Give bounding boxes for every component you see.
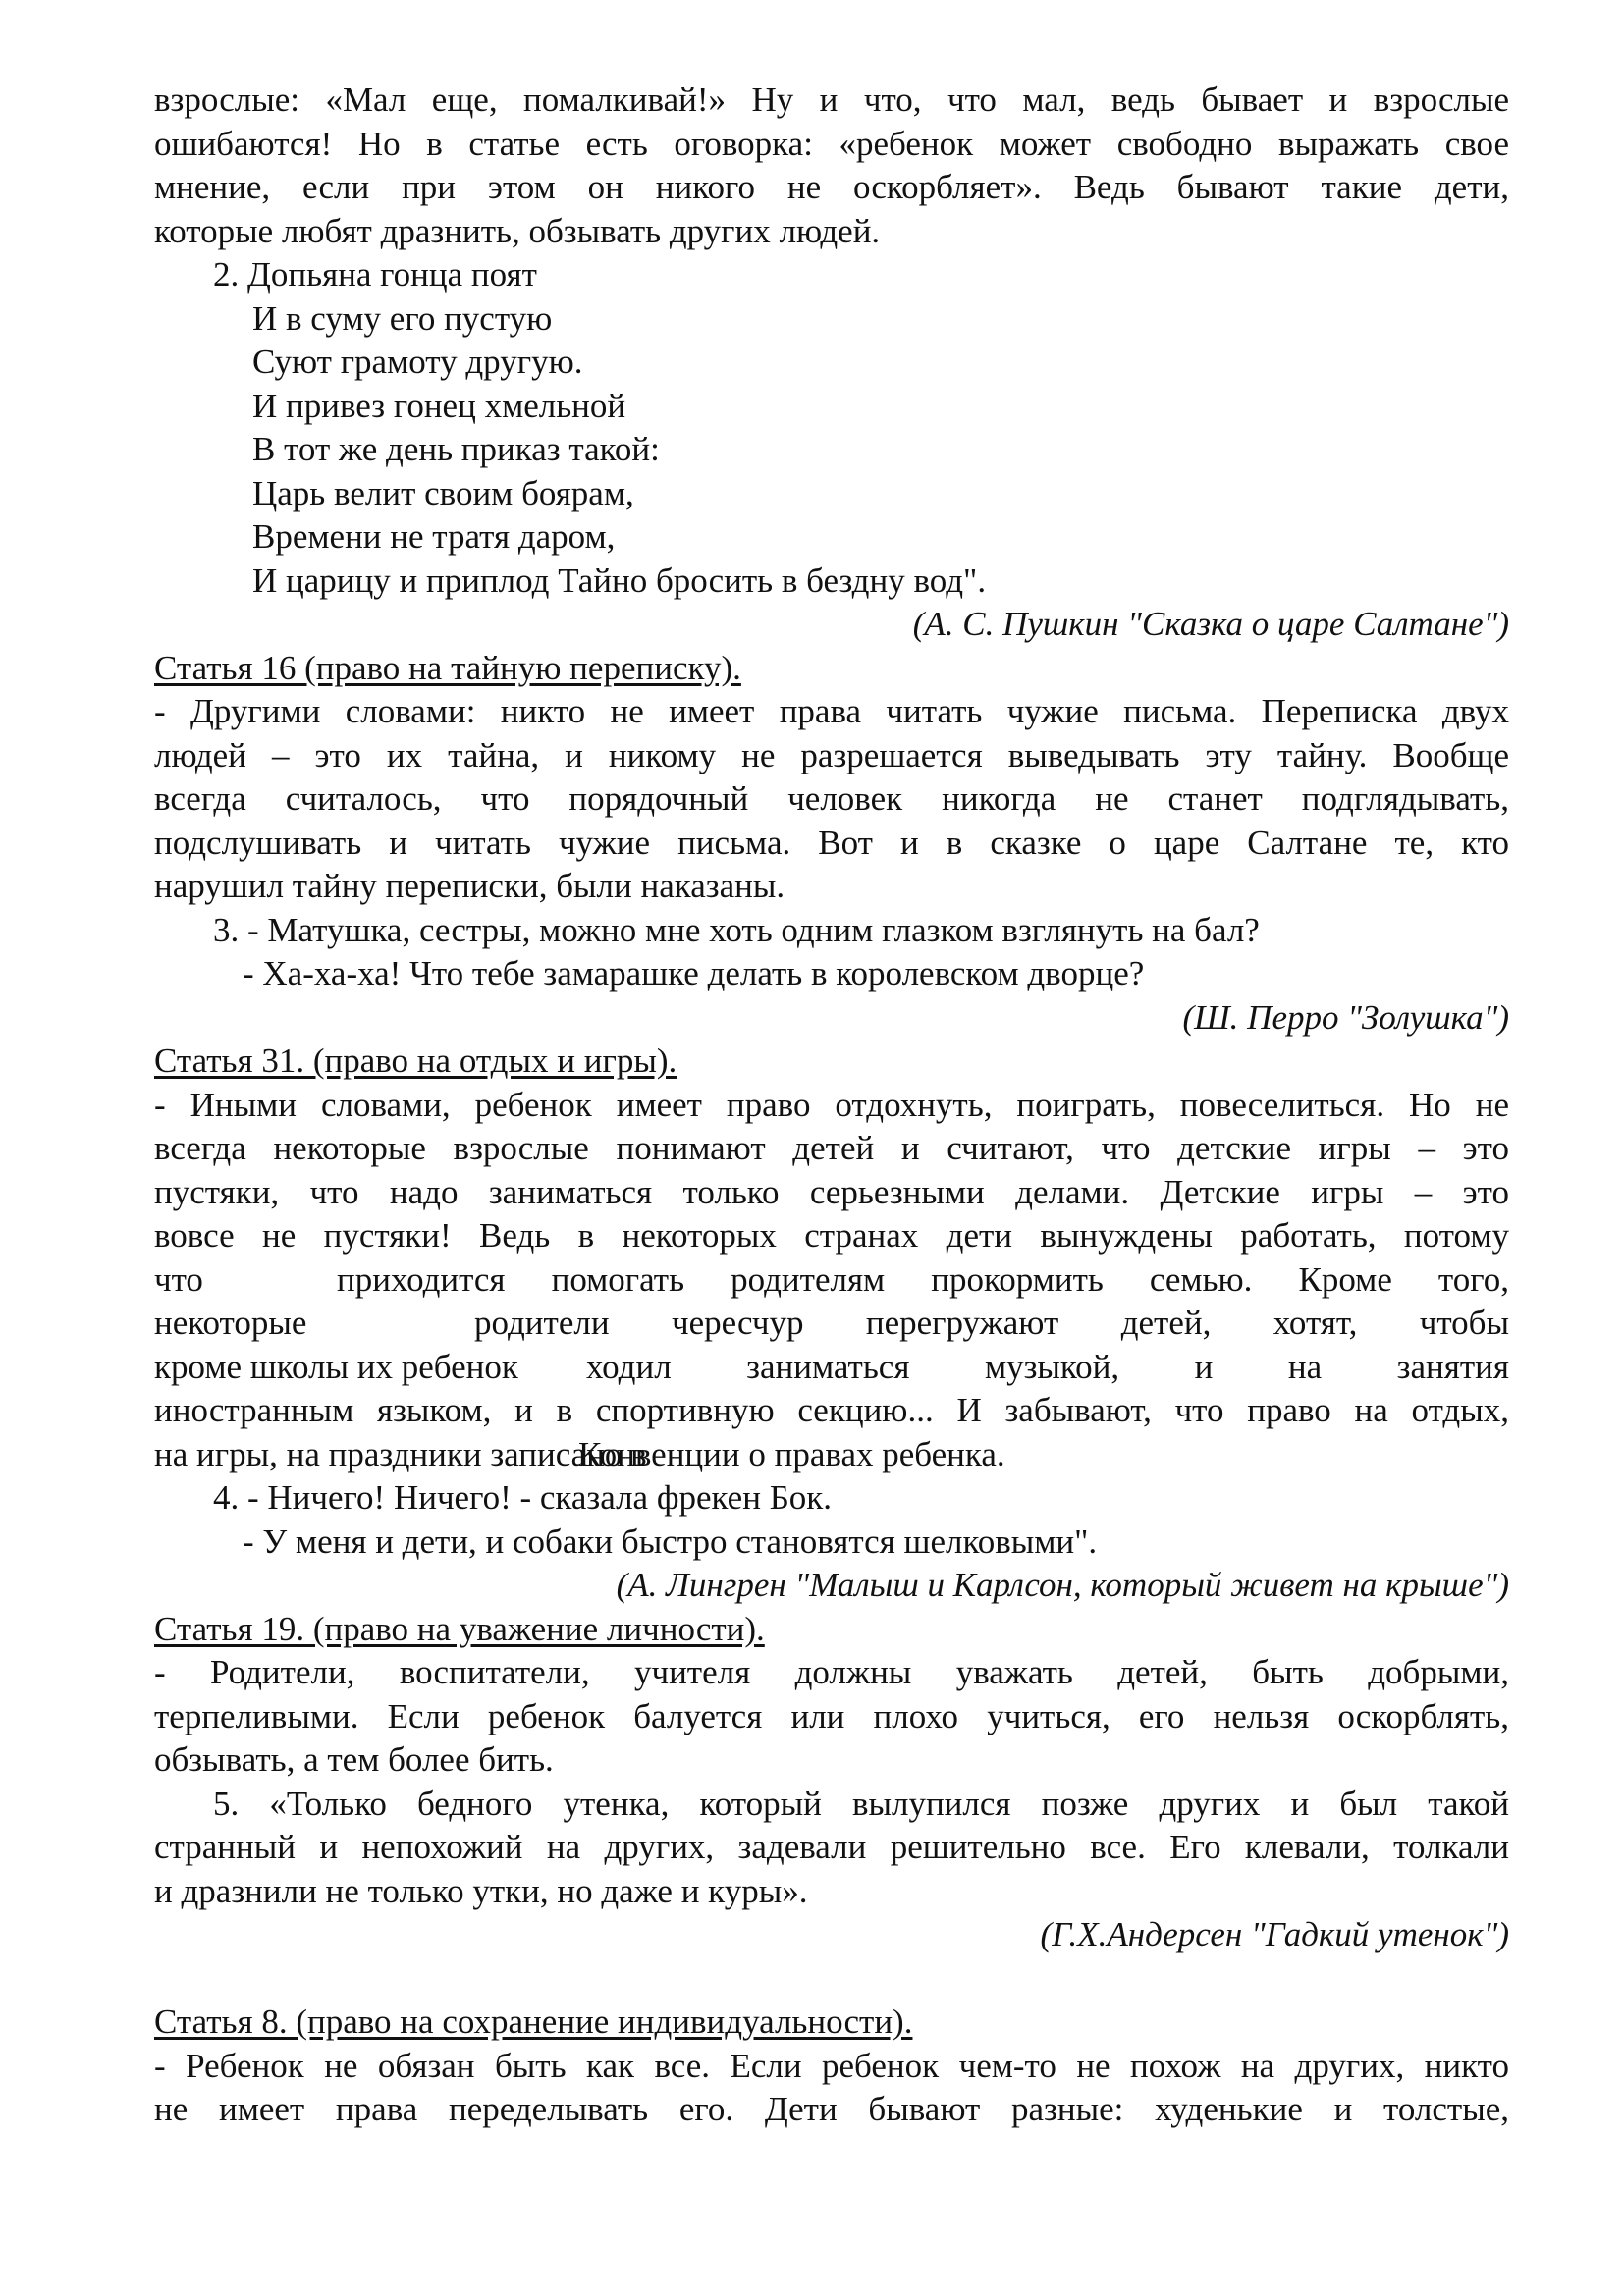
quote-4-line: - У меня и дети, и собаки быстро становятся шелковыми". — [243, 1522, 1098, 1561]
text-line — [154, 1258, 1509, 1303]
article-16-text — [154, 690, 1509, 909]
text-line: терпеливыми. Если ребенок балуется или плохо учиться, его нельзя оскорблять, — [154, 1696, 1509, 1735]
quote-3-line: 3. - Матушка, сестры, можно мне хоть одним глазком взглянуть на бал? — [213, 910, 1260, 949]
verse-line: Суют грамоту другую. — [252, 343, 583, 381]
verse-line: Царь велит своим боярам, — [252, 473, 634, 512]
verse-line: Времени не тратя даром, — [252, 517, 616, 556]
text-line: - Ребенок не обязан быть как все. Если ребенок чем-то не похож на других, никто — [154, 2046, 1509, 2085]
text-line: и дразнили не только утки, но даже и куры». — [154, 1871, 808, 1910]
text-line: не имеет права переделывать его. Дети бывают разные: худенькие и толстые, — [154, 2090, 1509, 2128]
text-line: - Иными словами, ребенок имеет право отдохнуть, поиграть, повеселиться. Но не — [154, 1085, 1509, 1124]
text-line: вовсе не пустяки! Ведь в некоторых странах дети вынуждены работать, потому — [154, 1216, 1509, 1255]
article-8-title: Статья 8. (право на сохранение индивидуальности). — [154, 2002, 913, 2041]
text-line — [154, 1302, 1509, 1346]
text-line: взрослые: «Мал еще, помалкивай!» Ну и что, что мал, ведь бывает и взрослые — [154, 80, 1509, 119]
quote-5-text — [154, 1783, 1509, 1914]
quote-4-line: 4. - Ничего! Ничего! - сказала фрекен Бок. — [213, 1478, 833, 1517]
text-line: ошибаются! Но в статье есть оговорка: «ребенок может свободно выражать свое — [154, 124, 1509, 163]
text-line: всегда некоторые взрослые понимают детей и считают, что детские игры – это — [154, 1129, 1509, 1167]
text-line: - Другими словами: никто не имеет права читать чужие письма. Переписка двух — [154, 692, 1509, 730]
spacer — [154, 1957, 1509, 2002]
text-line — [154, 1346, 1509, 1390]
verse-line: В тот же день приказ такой: — [252, 430, 660, 468]
article-19-text — [154, 1651, 1509, 1783]
article-8-text — [154, 2045, 1509, 2132]
quote-source: (Г.Х.Андерсен "Гадкий утенок") — [1040, 1915, 1509, 1953]
text-fragment: Конвенции о правах ребенка. — [578, 1434, 1005, 1473]
text-fragment: что — [154, 1259, 203, 1299]
text-line — [154, 1433, 1509, 1477]
article-31-title: Статья 31. (право на отдых и игры). — [154, 1041, 677, 1080]
text-fragment: некоторые — [154, 1304, 307, 1342]
quote-source: (А. Лингрен "Малыш и Карлсон, который живет на крыше") — [616, 1566, 1509, 1604]
text-fragment: кроме школы их ребенок — [154, 1347, 518, 1386]
text-line: странный и непохожий на других, задевали решительно все. Его клевали, толкали — [154, 1828, 1509, 1866]
text-line: мнение, если при этом он никого не оскорбляет». Ведь бывают такие дети, — [154, 168, 1509, 206]
article-19-title: Статья 19. (право на уважение личности). — [154, 1609, 765, 1648]
document-page — [154, 79, 1509, 2132]
quote-2-verse — [154, 253, 1509, 603]
text-line: пустяки, что надо заниматься только серьезными делами. Детские игры – это — [154, 1172, 1509, 1211]
verse-line: И в суму его пустую — [252, 298, 553, 338]
text-line: подслушивать и читать чужие письма. Вот и в сказке о царе Салтане те, кто — [154, 823, 1509, 862]
text-line: всегда считалось, что порядочный человек никогда не станет подглядывать, — [154, 779, 1509, 818]
text-line: нарушил тайну переписки, были наказаны. — [154, 867, 785, 905]
text-fragment: ходил заниматься музыкой, и на занятия — [586, 1347, 1509, 1386]
verse-line: И царицу и приплод Тайно бросить в бездну вод". — [252, 561, 987, 600]
quote-source: (А. С. Пушкин "Сказка о царе Салтане") — [912, 605, 1509, 643]
quote-3-line: - Ха-ха-ха! Что тебе замарашке делать в королевском дворце? — [243, 954, 1145, 992]
text-line: - Родители, воспитатели, учителя должны уважать детей, быть добрыми, — [154, 1653, 1509, 1691]
article-16-title: Статья 16 (право на тайную переписку). — [154, 648, 741, 687]
text-line: обзывать, а тем более бить. — [154, 1740, 554, 1779]
intro-paragraph — [154, 79, 1509, 253]
text-line: иностранным языком, и в спортивную секцию... И забывают, что право на отдых, — [154, 1391, 1509, 1429]
verse-line: 2. Допьяна гонца поят — [213, 255, 537, 294]
verse-line: И привез гонец хмельной — [252, 386, 626, 425]
article-31-text — [154, 1084, 1509, 1477]
text-line: которые любят дразнить, обзывать других людей. — [154, 211, 881, 250]
text-fragment: приходится помогать родителям прокормить семью. Кроме того, — [337, 1259, 1509, 1299]
text-fragment: родители чересчур перегружают детей, хотят, чтобы — [474, 1304, 1509, 1342]
text-fragment: на игры, на праздники записано в — [154, 1434, 647, 1473]
quote-source: (Ш. Перро "Золушка") — [1182, 997, 1509, 1037]
text-line: 5. «Только бедного утенка, который вылупился позже других и был такой — [213, 1784, 1509, 1823]
text-line: людей – это их тайна, и никому не разрешается выведывать эту тайну. Вообще — [154, 735, 1509, 774]
